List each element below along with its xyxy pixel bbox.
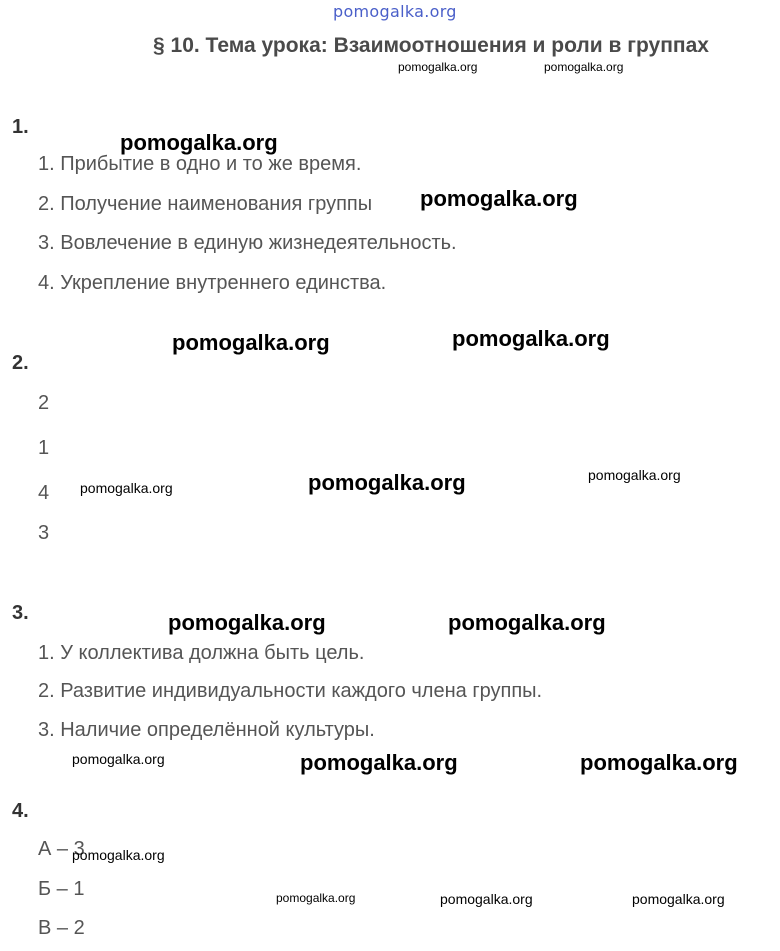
watermark: pomogalka.org: [420, 186, 578, 211]
watermark: pomogalka.org: [632, 891, 725, 907]
watermark: pomogalka.org: [440, 891, 533, 907]
watermark: pomogalka.org: [580, 750, 738, 775]
question-2-line-2: 1: [38, 437, 50, 459]
page-title: § 10. Тема урока: Взаимоотношения и роли в группах: [153, 34, 709, 57]
watermark: pomogalka.org: [588, 467, 681, 483]
question-4-line-2: Б – 1: [38, 878, 85, 900]
question-4-line-1: А – 3: [38, 838, 85, 860]
watermark: pomogalka.org: [72, 751, 165, 767]
watermark: pomogalka.org: [300, 750, 458, 775]
question-2-number: 2.: [12, 352, 29, 374]
watermark: pomogalka.org: [120, 130, 278, 155]
question-3-number: 3.: [12, 602, 29, 624]
watermark: pomogalka.org: [308, 470, 466, 495]
question-1-line-1: 1. Прибытие в одно и то же время.: [38, 153, 362, 175]
watermark: pomogalka.org: [452, 326, 610, 351]
site-logo: pomogalka.org: [333, 2, 457, 21]
question-2-line-4: 3: [38, 522, 50, 544]
question-3-line-3: 3. Наличие определённой культуры.: [38, 719, 375, 741]
watermark: pomogalka.org: [172, 330, 330, 355]
question-1-line-3: 3. Вовлечение в единую жизнедеятельность.: [38, 232, 457, 254]
question-1-line-2: 2. Получение наименования группы: [38, 193, 373, 215]
question-1-line-4: 4. Укрепление внутреннего единства.: [38, 272, 387, 294]
question-2-line-3: 4: [38, 482, 50, 504]
question-3-line-1: 1. У коллектива должна быть цель.: [38, 642, 365, 664]
watermark: pomogalka.org: [544, 60, 624, 74]
question-4-line-3: В – 2: [38, 917, 85, 939]
watermark: pomogalka.org: [276, 891, 356, 905]
watermark: pomogalka.org: [80, 480, 173, 496]
watermark: pomogalka.org: [72, 847, 165, 863]
question-3-line-2: 2. Развитие индивидуальности каждого члена группы.: [38, 680, 543, 702]
watermark: pomogalka.org: [448, 610, 606, 635]
watermark: pomogalka.org: [168, 610, 326, 635]
watermark: pomogalka.org: [398, 60, 478, 74]
question-4-number: 4.: [12, 800, 29, 822]
question-1-number: 1.: [12, 116, 29, 138]
question-2-line-1: 2: [38, 392, 50, 414]
